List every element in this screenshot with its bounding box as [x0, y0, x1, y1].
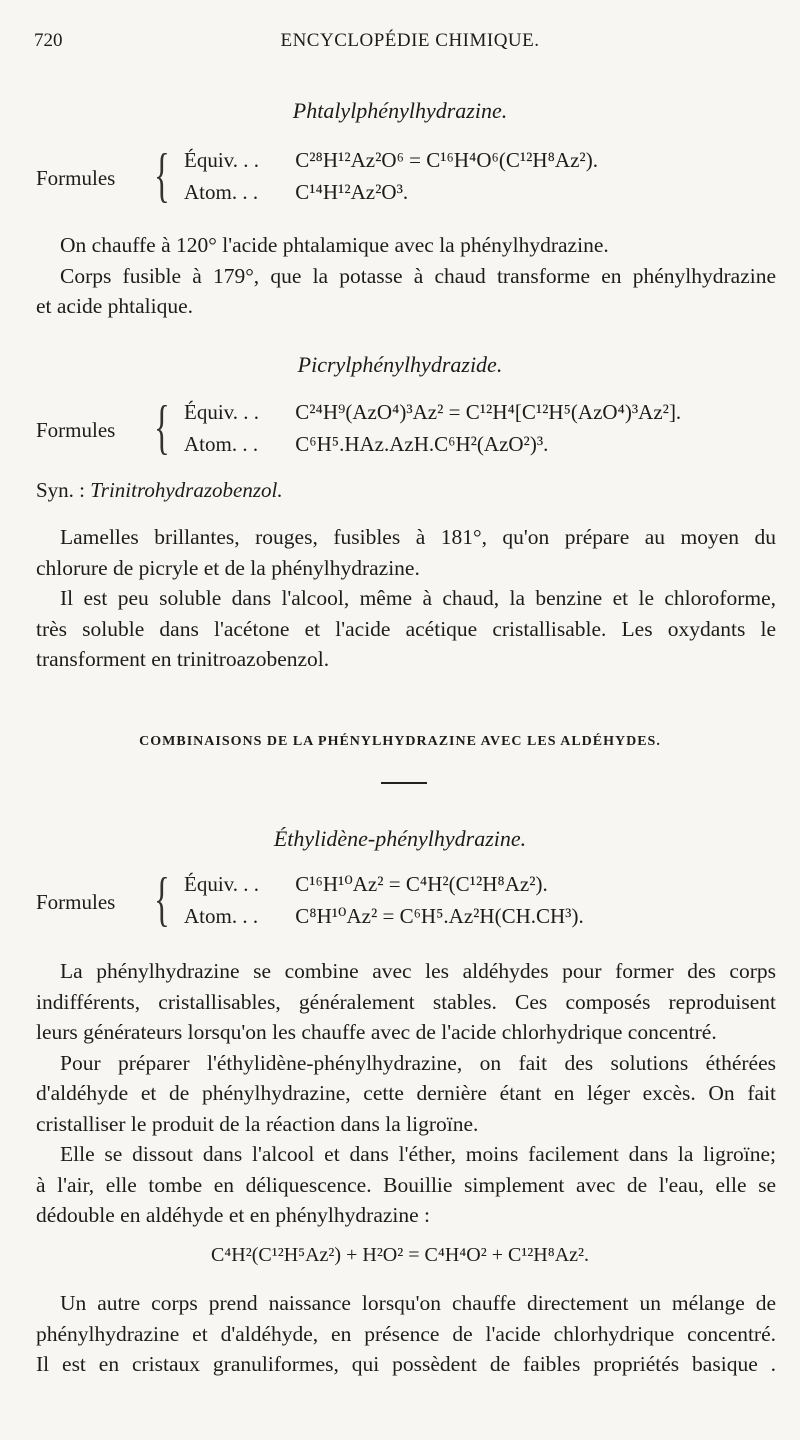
formula-label: Formules	[36, 890, 116, 914]
formula-block	[36, 866, 776, 936]
curly-brace-icon: {	[154, 142, 170, 208]
formula-expression: C¹⁶H¹⁰Az² = C⁴H²(C¹²H⁸Az²).	[295, 872, 548, 896]
text-line: dédouble en aldéhyde et en phénylhydrazine :	[36, 1203, 431, 1227]
formula-system: Équiv. . .	[184, 872, 260, 896]
formula-row-equiv	[184, 400, 681, 425]
text-line: d'aldéhyde et de phénylhydrazine, cette dernière étant en léger excès. On fait	[36, 1081, 776, 1105]
formula-row-equiv	[184, 148, 598, 173]
divider-rule	[381, 782, 427, 784]
text-line: Il est peu soluble dans l'alcool, même à chaud, la benzine et le chloroforme,	[60, 586, 776, 610]
text-line: leurs générateurs lorsqu'on les chauffe avec de l'acide chlorhydrique concentré.	[36, 1020, 717, 1044]
formula-block	[36, 142, 776, 212]
formula-expression: C⁶H⁵.HAz.AzH.C⁶H²(AzO²)³.	[295, 432, 549, 456]
paragraph-ethylidene	[36, 956, 776, 1231]
paragraph-picryl	[36, 522, 776, 675]
formula-system: Atom. . .	[184, 904, 259, 928]
section-title-ethylidene: Éthylidène-phénylhydrazine.	[273, 826, 527, 851]
text-line: phénylhydrazine et d'aldéhyde, en présence de l'acide chlorhydrique concentré.	[36, 1321, 776, 1346]
text-line: Lamelles brillantes, rouges, fusibles à 181°, qu'on prépare au moyen du	[60, 525, 776, 549]
paragraph-other-body	[36, 1288, 776, 1380]
text-line: On chauffe à 120° l'acide phtalamique avec la phénylhydrazine.	[60, 233, 609, 257]
text-line: et acide phtalique.	[36, 294, 193, 318]
synonym-label: Syn. :	[36, 478, 86, 502]
section-title-picrylphenylhydrazide: Picrylphénylhydrazide.	[297, 352, 503, 377]
text-line: Il est en cristaux granuliformes, qui possèdent de faibles propriétés basique .	[36, 1352, 776, 1376]
text-line: Un autre corps prend naissance lorsqu'on chauffe directement un mélange de	[60, 1291, 776, 1315]
formula-system: Atom. . .	[184, 180, 259, 204]
text-line: La phénylhydrazine se combine avec les aldéhydes pour former des corps	[60, 959, 776, 983]
formula-expression: C²⁴H⁹(AzO⁴)³Az² = C¹²H⁴[C¹²H⁵(AzO⁴)³Az²].	[295, 400, 682, 424]
synonym-value: Trinitrohydrazobenzol.	[90, 478, 283, 502]
formula-row-atom	[184, 180, 408, 205]
paragraph-phtalyl	[36, 230, 776, 322]
reaction-equation: C⁴H²(C¹²H⁵Az²) + H²O² = C⁴H⁴O² + C¹²H⁸Az².	[210, 1244, 590, 1266]
text-line: à l'air, elle tombe en déliquescence. Bouillie simplement avec de l'eau, elle se	[36, 1172, 776, 1197]
text-line: Pour préparer l'éthylidène-phénylhydrazine, on fait des solutions éthérées	[60, 1050, 776, 1075]
section-title-phtalylphenylhydrazine: Phtalylphénylhydrazine.	[292, 98, 508, 123]
synonym-line	[36, 478, 283, 503]
formula-expression: C⁸H¹⁰Az² = C⁶H⁵.Az²H(CH.CH³).	[295, 904, 584, 928]
text-line: Corps fusible à 179°, que la potasse à chaud transforme en phénylhydrazine	[60, 263, 776, 288]
formula-block	[36, 394, 776, 464]
running-title: ENCYCLOPÉDIE CHIMIQUE.	[280, 30, 540, 51]
formula-row-atom	[184, 432, 548, 457]
formula-row-equiv	[184, 872, 548, 897]
formula-system: Équiv. . .	[184, 148, 260, 172]
curly-brace-icon: {	[154, 394, 170, 460]
formula-expression: C²⁸H¹²Az²O⁶ = C¹⁶H⁴O⁶(C¹²H⁸Az²).	[295, 148, 598, 172]
text-line: Elle se dissout dans l'alcool et dans l'éther, moins facilement dans la ligroïne;	[60, 1142, 776, 1166]
formula-label: Formules	[36, 418, 116, 442]
text-line: indifférents, cristallisables, généralement stables. Ces composés reproduisent	[36, 989, 776, 1014]
formula-system: Atom. . .	[184, 432, 259, 456]
text-line: transforment en trinitroazobenzol.	[36, 647, 330, 671]
formula-system: Équiv. . .	[184, 400, 260, 424]
formula-label: Formules	[36, 166, 116, 190]
formula-expression: C¹⁴H¹²Az²O³.	[295, 180, 409, 204]
page-number: 720	[34, 30, 63, 51]
combinations-heading: COMBINAISONS DE LA PHÉNYLHYDRAZINE AVEC LES ALDÉHYDES.	[139, 734, 661, 749]
page-header	[34, 30, 766, 56]
formula-row-atom	[184, 904, 584, 929]
text-line: cristalliser le produit de la réaction dans la ligroïne.	[36, 1111, 479, 1136]
text-line: très soluble dans l'acétone et l'acide acétique cristallisable. Les oxydants le	[36, 616, 776, 641]
text-line: chlorure de picryle et de la phénylhydrazine.	[36, 555, 420, 580]
curly-brace-icon: {	[154, 866, 170, 932]
